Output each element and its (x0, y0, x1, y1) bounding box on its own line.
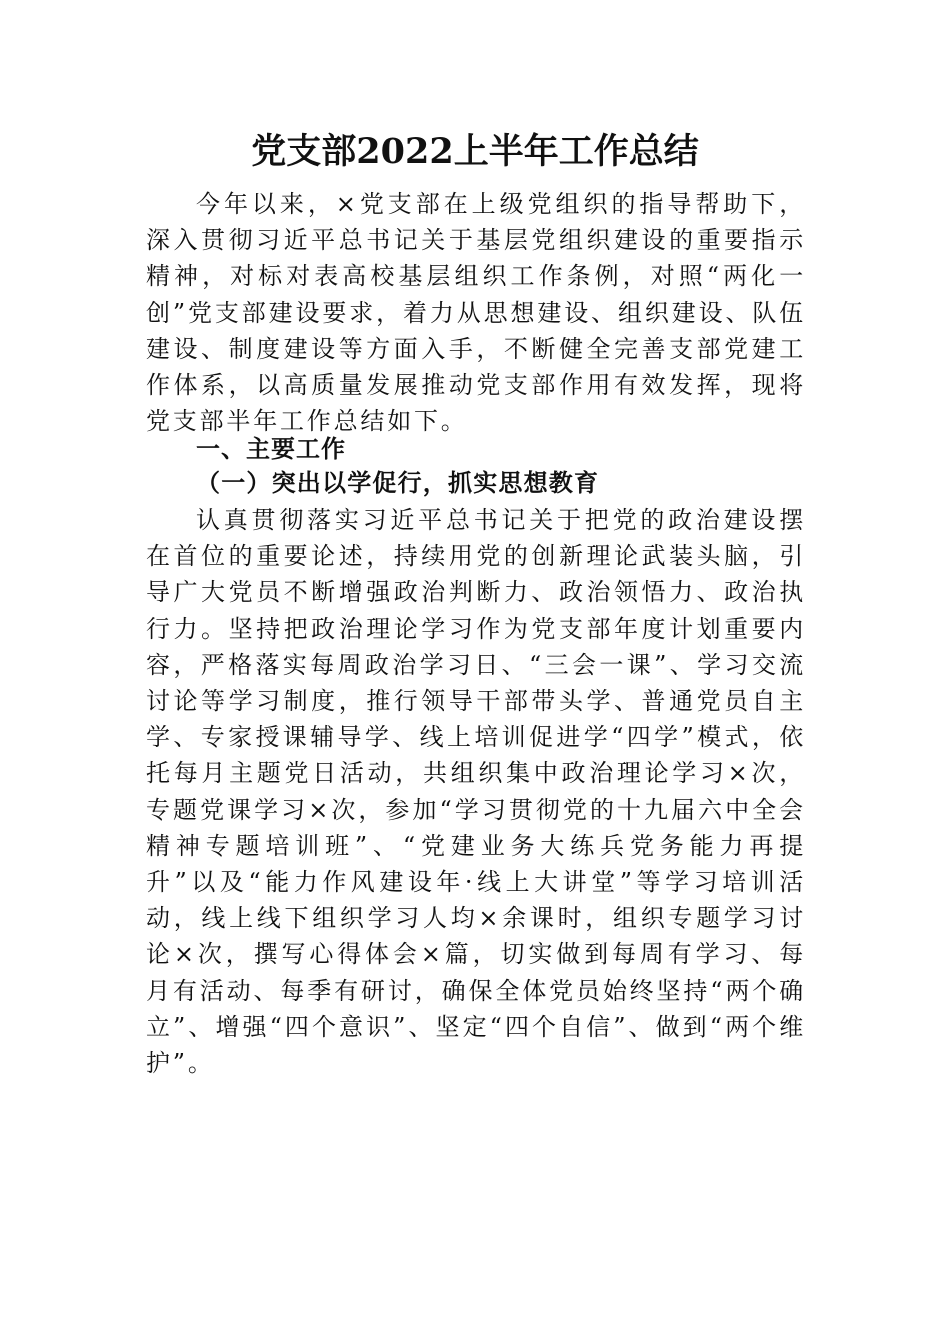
intro-paragraph: 今年以来，×党支部在上级党组织的指导帮助下，深入贯彻习近平总书记关于基层党组织建设的重要指示精神，对标对表高校基层组织工作条例，对照“两化一创”党支部建设要求，着力从思想建设、组织建设、队伍建设、制度建设等方面入手，不断健全完善支部党建工作体系，以高质量发展推动党支部作用有效发挥，现将党支部半年工作总结如下。 (146, 190, 806, 436)
document-title: 党支部2022上半年工作总结 (251, 131, 699, 172)
section-heading-main-work: 一、主要工作 (196, 435, 346, 463)
subsection-heading-ideological-education: （一）突出以学促行，抓实思想教育 (196, 468, 600, 497)
subsection-paragraph-ideological-education: 认真贯彻落实习近平总书记关于把党的政治建设摆在首位的重要论述，持续用党的创新理论武装头脑，引导广大党员不断增强政治判断力、政治领悟力、政治执行力。坚持把政治理论学习作为党支部年度计划重要内容，严格落实每周政治学习日、“三会一课”、学习交流讨论等学习制度，推行领导干部带头学、普通党员自主学、专家授课辅导学、线上培训促进学“四学”模式，依托每月主题党日活动，共组织集中政治理论学习×次，专题党课学习×次，参加“学习贯彻党的十九届六中全会精神专题培训班”、“党建业务大练兵党务能力再提升”以及“能力作风建设年·线上大讲堂”等学习培训活动，线上线下组织学习人均×余课时，组织专题学习讨论×次，撰写心得体会×篇，切实做到每周有学习、每月有活动、每季有研讨，确保全体党员始终坚持“两个确立”、增强“四个意识”、坚定“四个自信”、做到“两个维护”。 (146, 506, 806, 1078)
